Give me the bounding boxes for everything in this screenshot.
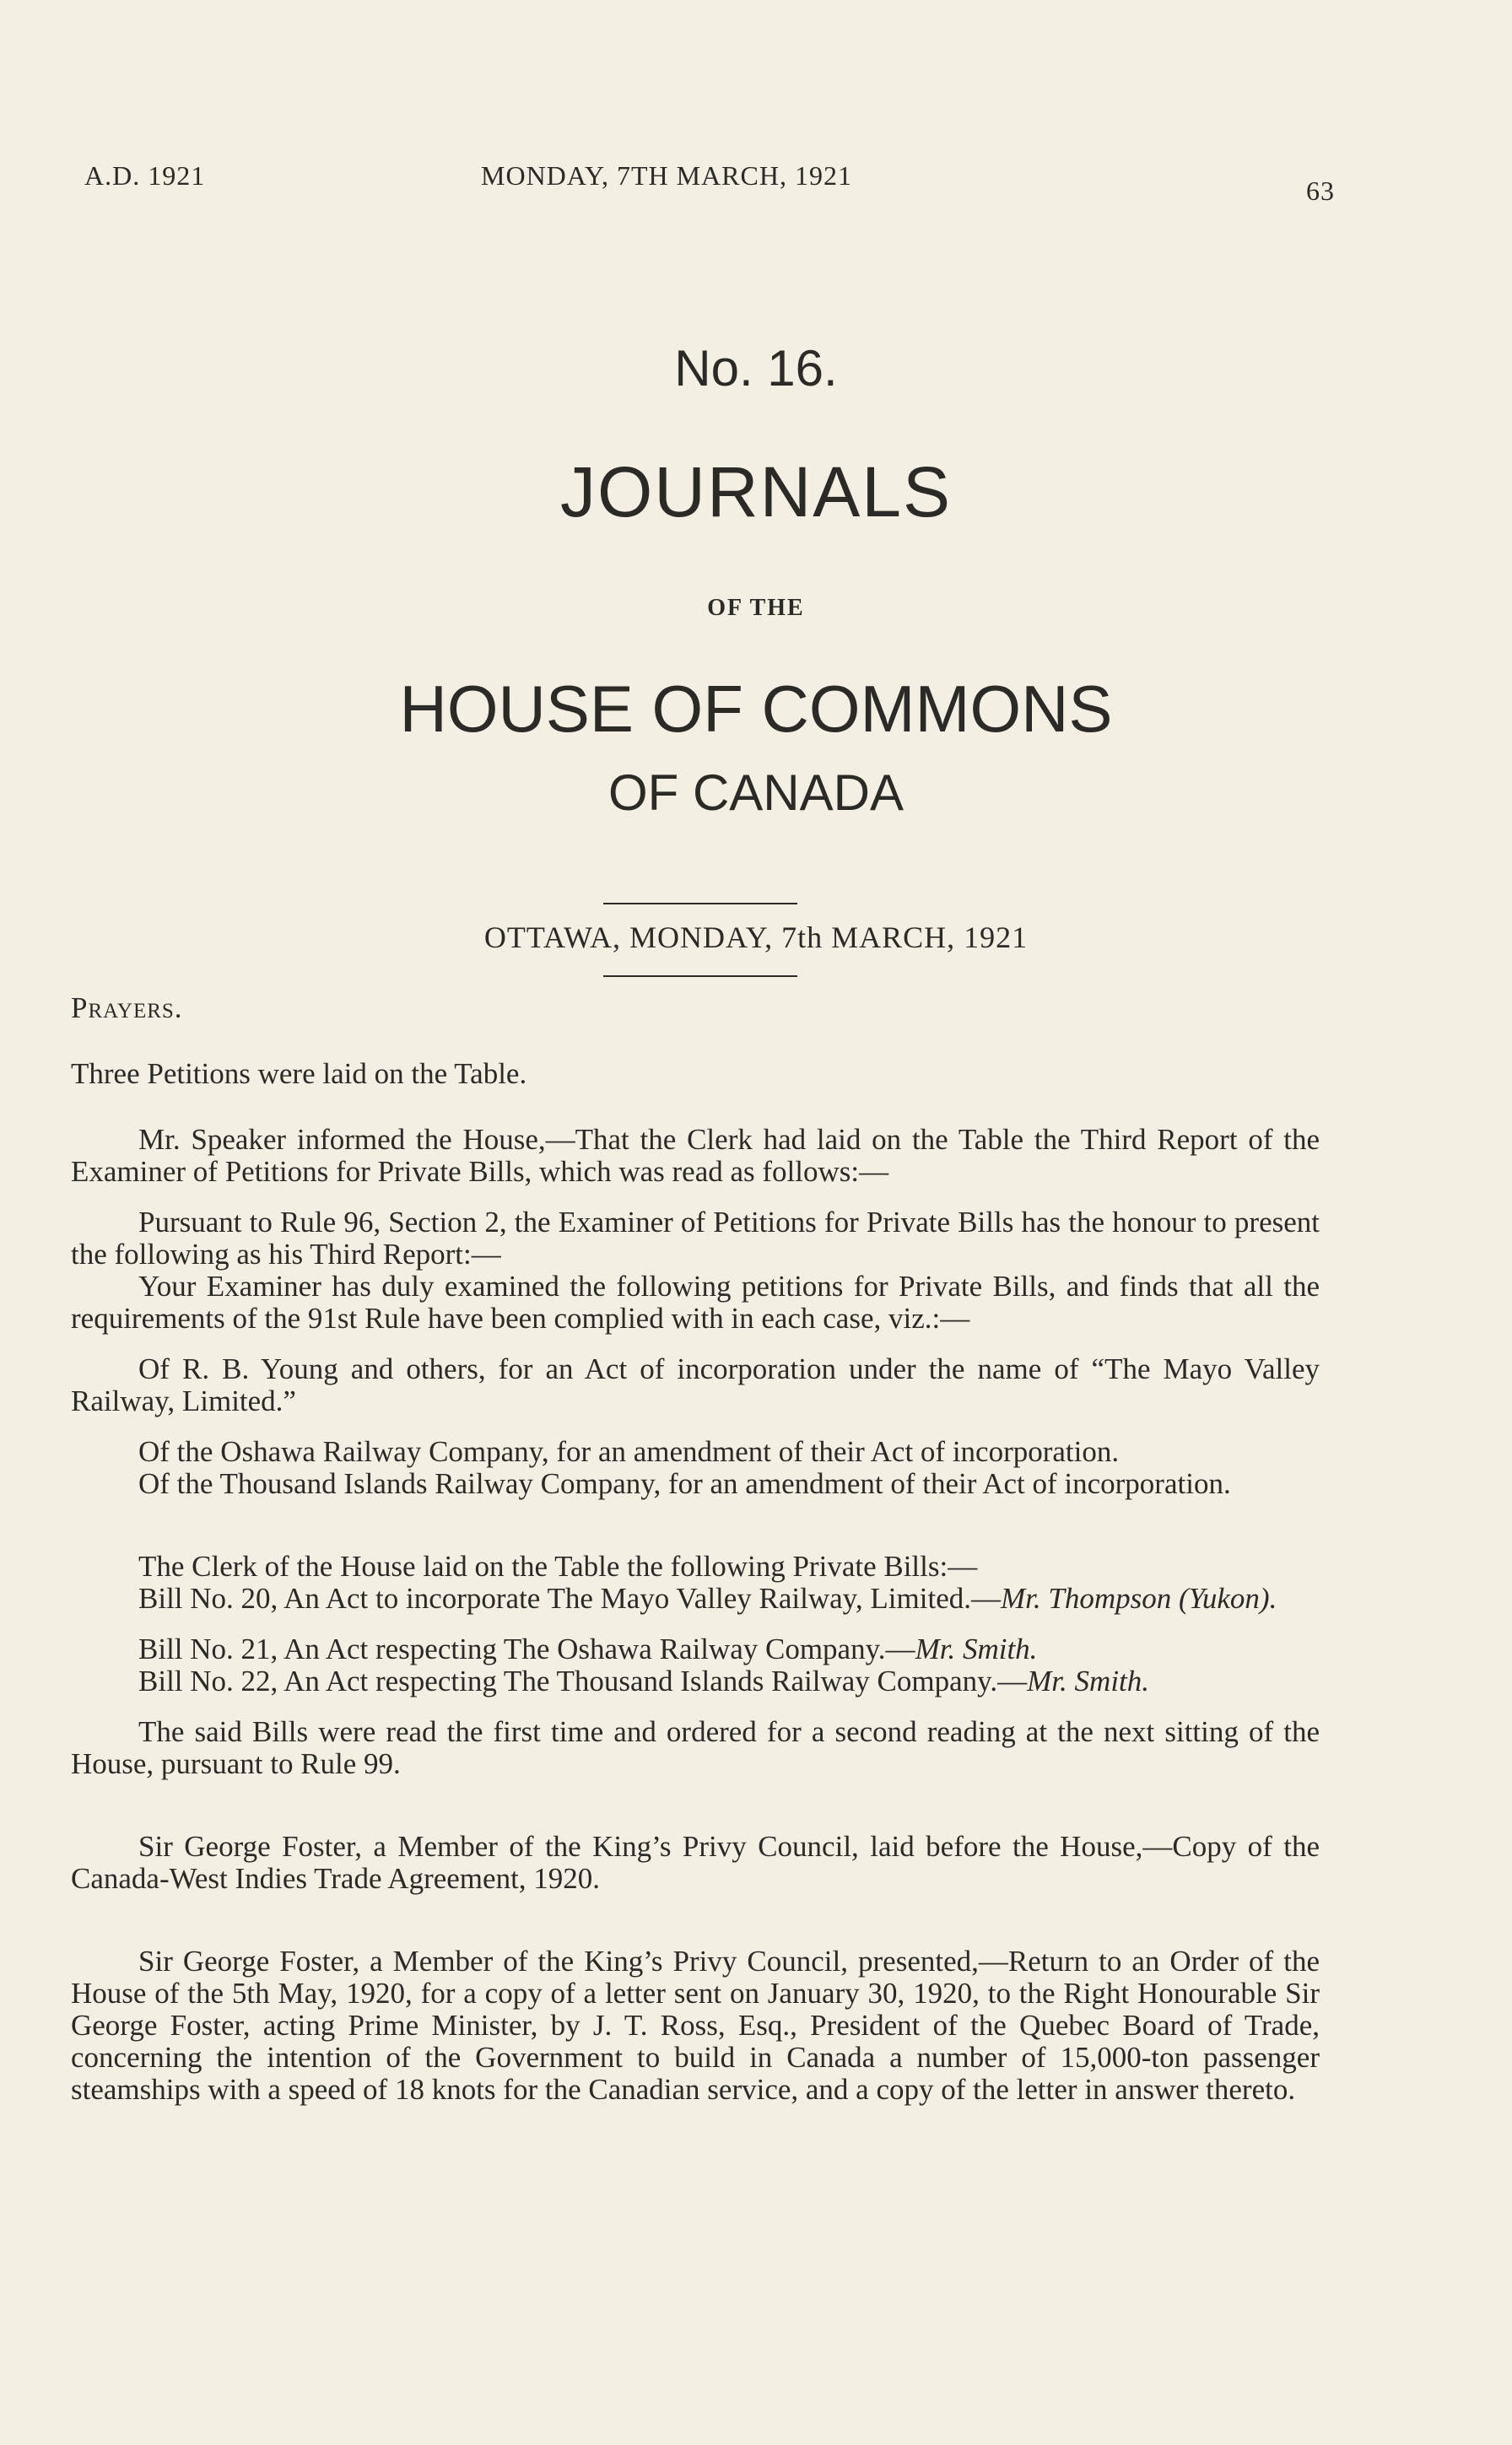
bill-text: Bill No. 20, An Act to incorporate The Mayo Valley Railway, Limited.— [138, 1582, 1001, 1615]
petition-item: Of the Thousand Islands Railway Company, for an amendment of their Act of incorporation. [138, 1467, 1231, 1500]
bill-text: Bill No. 22, An Act respecting The Thousand Islands Railway Company.— [138, 1665, 1028, 1697]
speaker-paragraph: Mr. Speaker informed the House,—That the Clerk had laid on the Table the Third Report of the Examiner of Petitions for Private Bills, which was read as follows:— [71, 1123, 1320, 1188]
petitions-paragraph: Three Petitions were laid on the Table. [71, 1057, 527, 1090]
journals-title: JOURNALS [559, 452, 953, 532]
bill-text: Bill No. 21, An Act respecting The Oshawa Railway Company.— [138, 1633, 915, 1665]
foster-return-paragraph: Sir George Foster, a Member of the King’s Privy Council, presented,—Return to an Order of the House of the 5th May, 1920, for a copy of a letter sent on January 30, 1920, to the Right Honourable Sir George Foster, acting Prime Minister, by J. T. Ross, Esq., President of the Quebec Board of Trade, concerning the intention of the Government to build in Canada a number of 15,000-ton passenger steamships with a speed of 18 knots for the Canadian service, and a copy of the letter in answer thereto. [71, 1945, 1320, 2106]
running-head-date: MONDAY, 7TH MARCH, 1921 [481, 160, 852, 191]
of-the-label: OF THE [707, 595, 805, 621]
bills-read-paragraph: The said Bills were read the first time and ordered for a second reading at the next sitting of the House, pursuant to Rule 99. [71, 1715, 1320, 1780]
bill-item [71, 1583, 1320, 1615]
divider-bottom [603, 975, 797, 977]
petition-item: Of the Oshawa Railway Company, for an amendment of their Act of incorporation. [138, 1435, 1120, 1468]
bill-sponsor: Mr. Smith. [915, 1633, 1038, 1665]
bill-sponsor: Mr. Thompson (Yukon). [1000, 1582, 1277, 1615]
bill-item [71, 1633, 1320, 1665]
house-of-commons-title: HOUSE OF COMMONS [399, 672, 1113, 746]
journal-body [71, 992, 1320, 2106]
dateline: OTTAWA, MONDAY, 7th MARCH, 1921 [483, 920, 1029, 954]
bill-sponsor: Mr. Smith. [1027, 1665, 1150, 1697]
clerk-paragraph: The Clerk of the House laid on the Table the following Private Bills:— [138, 1550, 978, 1583]
bill-item [71, 1665, 1320, 1697]
issue-number: No. 16. [674, 340, 838, 397]
pursuant-paragraph: Pursuant to Rule 96, Section 2, the Examiner of Petitions for Private Bills has the honour to present the following as his Third Report:— [71, 1206, 1320, 1271]
petition-item: Of R. B. Young and others, for an Act of incorporation under the name of “The Mayo Valley Railway, Limited.” [71, 1352, 1320, 1417]
page-number: 63 [1306, 175, 1335, 206]
divider-top [603, 903, 797, 904]
prayers-heading: Prayers. [71, 991, 183, 1024]
of-canada-title: OF CANADA [608, 764, 904, 821]
foster-agreement-paragraph: Sir George Foster, a Member of the King’s Privy Council, laid before the House,—Copy of the Canada-West Indies Trade Agreement, 1920. [71, 1830, 1320, 1895]
examiner-paragraph: Your Examiner has duly examined the following petitions for Private Bills, and finds that all the requirements of the 91st Rule have been complied with in each case, viz.:— [71, 1270, 1320, 1335]
running-head-year: A.D. 1921 [84, 160, 206, 191]
